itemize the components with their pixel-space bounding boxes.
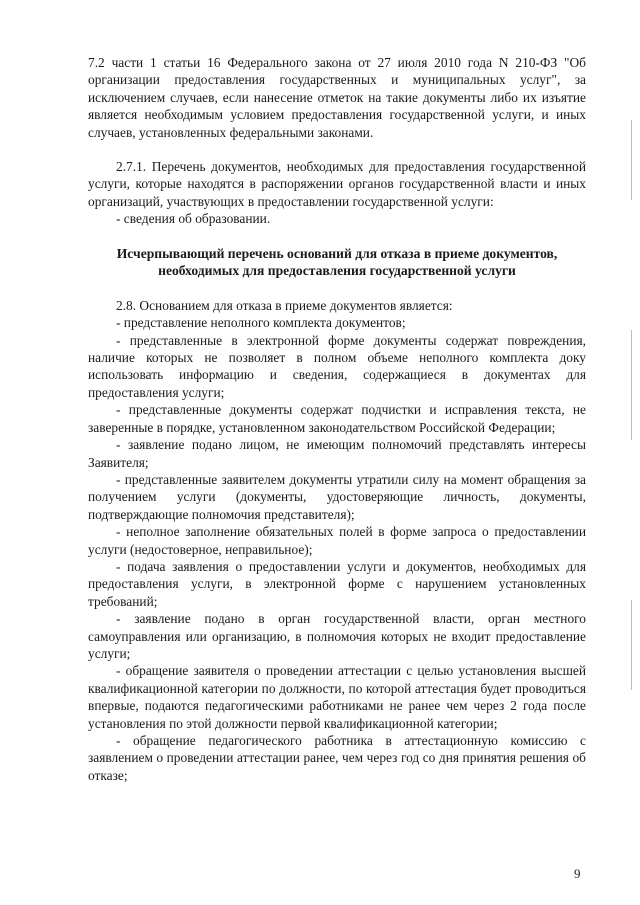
paragraph-education-info: - сведения об образовании. (116, 211, 271, 227)
list-item: - представленные заявителем документы утратили силу на момент обращения за получением услуги (документы, удостоверяющие личность, документы, подтверждающие полномочия представителя); (88, 471, 586, 522)
refusal-grounds-list (88, 314, 586, 784)
paragraph-continuation: 7.2 части 1 статьи 16 Федерального закона от 27 июля 2010 года N 210-ФЗ "Об организации предоставления государственных и муниципальных услуг", за исключением случаев, если нанесение отметок на такие документы либо их изъятие является необходимым условием предоставления государственной услуги, и иных случаев, установленных федеральными законами. (88, 55, 586, 140)
list-item: - подача заявления о предоставлении услуги и документов, необходимых для предоставления услуги, в электронной форме с нарушением установленных требований; (88, 558, 586, 609)
document-body (88, 54, 586, 784)
list-item: - заявление подано лицом, не имеющим полномочий представлять интересы Заявителя; (88, 437, 586, 470)
scan-edge-mark (631, 120, 632, 200)
list-item: - обращение педагогического работника в аттестационную комиссию с заявлением о проведении аттестации ранее, чем через год со дня принятия решения об отказе; (88, 733, 586, 783)
list-intro: 2.8. Основанием для отказа в приеме документов является: (116, 297, 453, 313)
list-item: - обращение заявителя о проведении аттестации с целью установления высшей квалификационной категории по должности, по которой аттестация будет проводиться впервые, подаются педагогическими работниками не ранее чем через 2 года после установления по этой должности первой квалификационной категории; (88, 663, 586, 731)
list-item: - представленные в электронной форме документы содержат повреждения, наличие которых не позволяет в полном объеме неполного комплекта доку использовать информацию и сведения, содержащиеся в документах для предоставления услуги; (88, 332, 586, 400)
paragraph-2-7-1: 2.7.1. Перечень документов, необходимых для предоставления государственной услуги, которые находятся в распоряжении органов государственной власти и иных организаций, участвующих в предоставлении государственной услуги: (88, 159, 586, 209)
list-item: - заявление подано в орган государственной власти, орган местного самоуправления или организацию, в полномочия которых не входит предоставление услуги; (88, 611, 586, 661)
list-item: - представленные документы содержат подчистки и исправления текста, не заверенные в порядке, установленном законодательством Российской Федерации; (88, 402, 586, 435)
section-heading: Исчерпывающий перечень оснований для отказа в приеме документов, необходимых для предоставления государственной услуги (116, 245, 558, 279)
page-number: 9 (574, 866, 581, 881)
scan-edge-mark (631, 600, 632, 690)
list-item: - неполное заполнение обязательных полей в форме запроса о предоставлении услуги (недостоверное, неправильное); (88, 524, 586, 557)
scan-edge-mark (631, 330, 632, 440)
list-item: - представление неполного комплекта документов; (116, 315, 406, 331)
